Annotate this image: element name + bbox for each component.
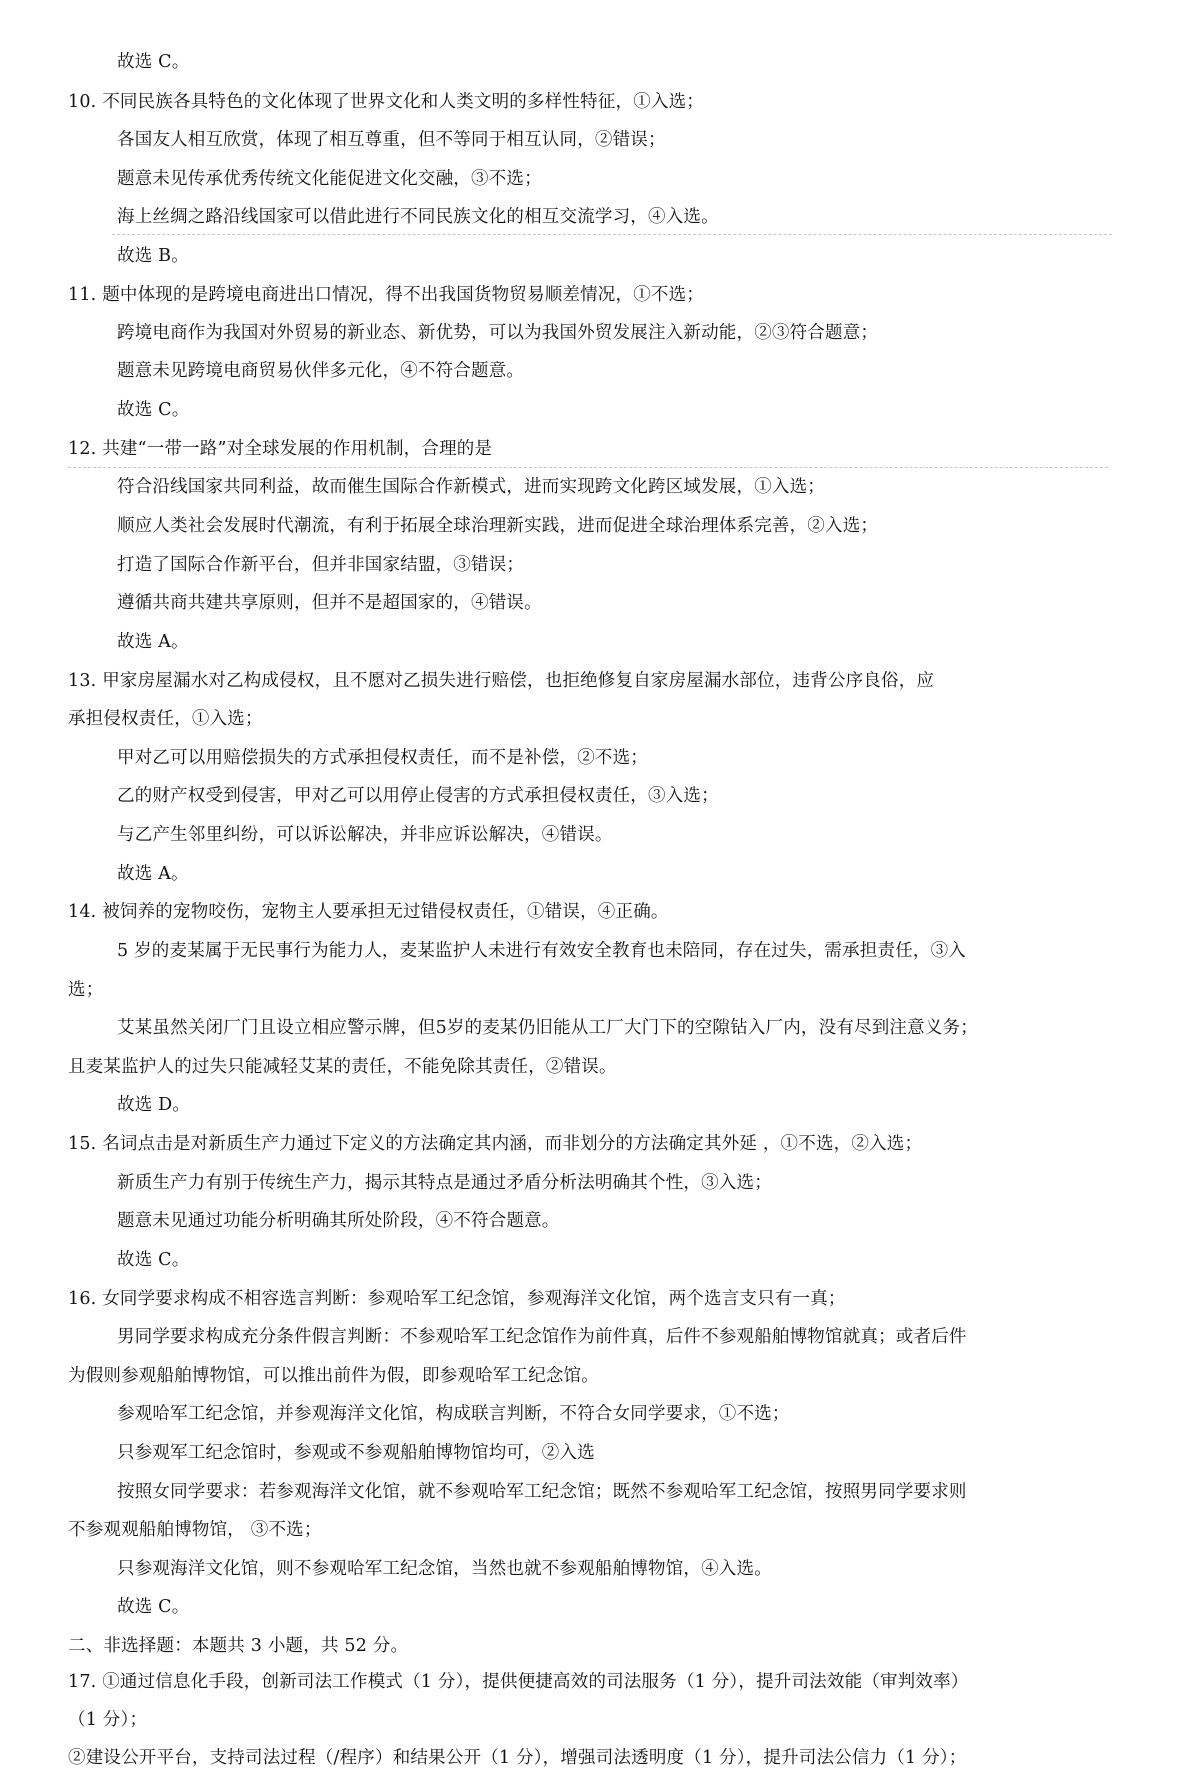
text-line: 故选 C。 xyxy=(117,52,190,72)
text-line: 参观哈军工纪念馆，并参观海洋文化馆，构成联言判断，不符合女同学要求，①不选； xyxy=(117,1404,790,1424)
text-line: 海上丝绸之路沿线国家可以借此进行不同民族文化的相互交流学习，④入选。 xyxy=(117,207,719,227)
scan-guide-line xyxy=(112,234,1112,235)
text-line: 17. ①通过信息化手段，创新司法工作模式（1 分），提供便捷高效的司法服务（1 分），提升司法效能（审判效率） xyxy=(68,1672,969,1692)
text-line: 男同学要求构成充分条件假言判断：不参观哈军工纪念馆作为前件真，后件不参观船舶博物馆就真；或者后件 xyxy=(117,1327,967,1347)
text-line: 为假则参观船舶博物馆，可以推出前件为假，即参观哈军工纪念馆。 xyxy=(68,1366,599,1386)
text-line: 按照女同学要求：若参观海洋文化馆，就不参观哈军工纪念馆；既然不参观哈军工纪念馆，按照男同学要求则 xyxy=(117,1482,967,1502)
text-line: 遵循共商共建共享原则，但并不是超国家的，④错误。 xyxy=(117,593,542,613)
scan-guide-line xyxy=(68,467,1108,468)
text-line: （1 分）； xyxy=(68,1710,148,1730)
text-line: 选； xyxy=(68,980,104,1000)
text-line: 14. 被饲养的宠物咬伤，宠物主人要承担无过错侵权责任，①错误，④正确。 xyxy=(68,902,669,922)
text-line: 打造了国际合作新平台，但并非国家结盟，③错误； xyxy=(117,555,525,575)
text-line: 不参观观船舶博物馆， ③不选； xyxy=(68,1520,322,1540)
text-line: 各国友人相互欣赏，体现了相互尊重，但不等同于相互认同，②错误； xyxy=(117,130,666,150)
text-line: 二、非选择题：本题共 3 小题，共 52 分。 xyxy=(68,1636,409,1656)
text-line: 故选 B。 xyxy=(117,246,189,266)
text-line: 15. 名词点击是对新质生产力通过下定义的方法确定其内涵，而非划分的方法确定其外延 ，①不选，②入选； xyxy=(68,1134,923,1154)
text-line: ②建设公开平台，支持司法过程（/程序）和结果公开（1 分），增强司法透明度（1 分），提升司法公信力（1 分）； xyxy=(68,1748,967,1768)
text-line: 故选 C。 xyxy=(117,1597,190,1617)
text-line: 故选 A。 xyxy=(117,864,189,884)
text-line: 10. 不同民族各具特色的文化体现了世界文化和人类文明的多样性特征，①入选； xyxy=(68,92,704,112)
text-line: 与乙产生邻里纠纷，可以诉讼解决，并非应诉讼解决，④错误。 xyxy=(117,825,613,845)
text-line: 故选 C。 xyxy=(117,1250,190,1270)
text-line: 题意未见通过功能分析明确其所处阶段，④不符合题意。 xyxy=(117,1211,560,1231)
text-line: 只参观海洋文化馆，则不参观哈军工纪念馆，当然也就不参观船舶博物馆，④入选。 xyxy=(117,1559,772,1579)
text-line: 乙的财产权受到侵害，甲对乙可以用停止侵害的方式承担侵权责任，③入选； xyxy=(117,786,719,806)
text-line: 只参观军工纪念馆时，参观或不参观船舶博物馆均可，②入选 xyxy=(117,1443,595,1463)
text-line: 11. 题中体现的是跨境电商进出口情况，得不出我国货物贸易顺差情况，①不选； xyxy=(68,285,704,305)
text-line: 艾某虽然关闭厂门且设立相应警示牌，但5岁的麦某仍旧能从工厂大门下的空隙钻入厂内，没有尽到注意义务； xyxy=(117,1018,978,1038)
text-line: 故选 D。 xyxy=(117,1095,191,1115)
text-line: 甲对乙可以用赔偿损失的方式承担侵权责任，而不是补偿，②不选； xyxy=(117,748,648,768)
text-line: 顺应人类社会发展时代潮流，有利于拓展全球治理新实践，进而促进全球治理体系完善，②入选； xyxy=(117,516,879,536)
text-line: 题意未见跨境电商贸易伙伴多元化，④不符合题意。 xyxy=(117,361,525,381)
text-line: 5 岁的麦某属于无民事行为能力人，麦某监护人未进行有效安全教育也未陪同，存在过失，需承担责任，③入 xyxy=(117,941,966,961)
text-line: 题意未见传承优秀传统文化能促进文化交融，③不选； xyxy=(117,169,542,189)
text-line: 故选 A。 xyxy=(117,632,189,652)
text-line: 新质生产力有别于传统生产力，揭示其特点是通过矛盾分析法明确其个性，③入选； xyxy=(117,1173,772,1193)
text-line: 13. 甲家房屋漏水对乙构成侵权，且不愿对乙损失进行赔偿，也拒绝修复自家房屋漏水部位，违背公序良俗，应 xyxy=(68,671,935,691)
text-line: 16. 女同学要求构成不相容选言判断：参观哈军工纪念馆，参观海洋文化馆，两个选言支只有一真； xyxy=(68,1289,846,1309)
text-line: 12. 共建“一带一路”对全球发展的作用机制，合理的是 xyxy=(68,439,493,459)
text-line: 跨境电商作为我国对外贸易的新业态、新优势，可以为我国外贸发展注入新动能，②③符合题意； xyxy=(117,323,879,343)
text-line: 符合沿线国家共同利益，故而催生国际合作新模式，进而实现跨文化跨区域发展，①入选； xyxy=(117,477,825,497)
text-line: 且麦某监护人的过失只能减轻艾某的责任，不能免除其责任，②错误。 xyxy=(68,1057,617,1077)
text-line: 故选 C。 xyxy=(117,400,190,420)
text-line: 承担侵权责任，①入选； xyxy=(68,709,263,729)
